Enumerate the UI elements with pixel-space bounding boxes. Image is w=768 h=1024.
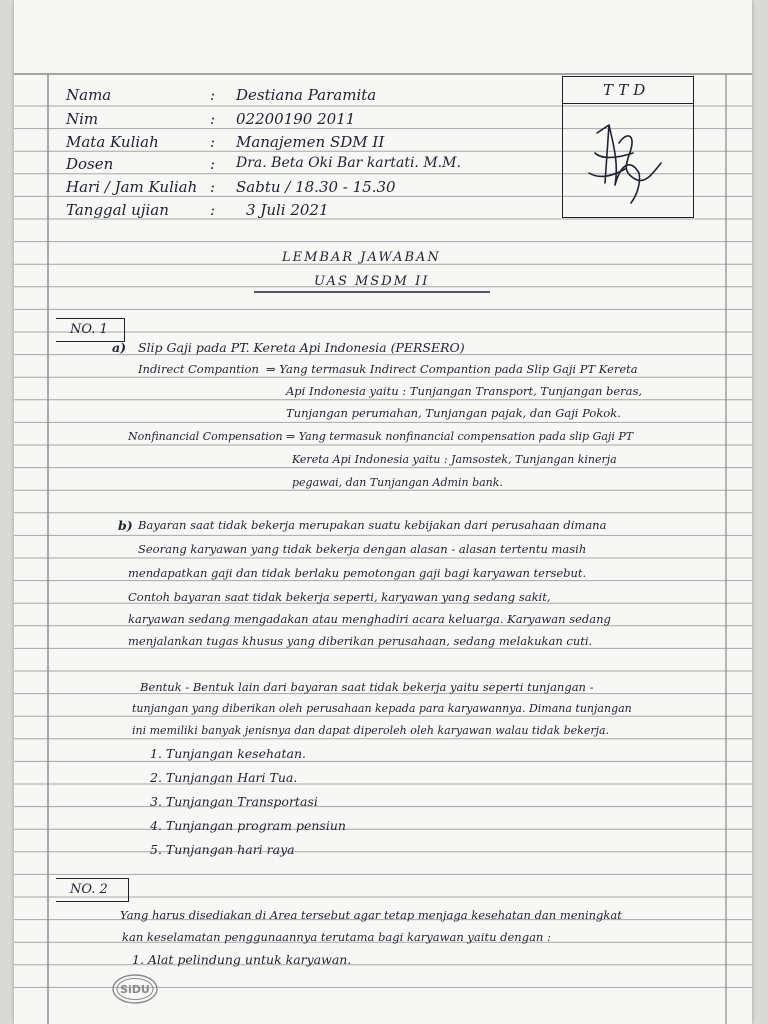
signature-box-divider <box>563 103 693 104</box>
paragraph-b-line: mendapatkan gaji dan tidak berlaku pemotongan gaji bagi karyawan tersebut. <box>128 566 587 580</box>
list-item: 4. Tunjangan program pensiun <box>150 818 346 833</box>
item-a-title: Slip Gaji pada PT. Kereta Api Indonesia (PERSERO) <box>138 340 465 355</box>
value-tanggal: 3 Juli 2021 <box>246 201 329 219</box>
separator: : <box>210 155 216 173</box>
value-nama: Destiana Paramita <box>236 86 377 104</box>
separator: : <box>210 178 216 196</box>
sidu-logo-icon <box>110 972 160 1006</box>
label-nim: Nim <box>66 110 99 128</box>
answer-sheet <box>14 0 752 1024</box>
paragraph-b-line: Seorang karyawan yang tidak bekerja dengan alasan - alasan tertentu masih <box>138 542 587 556</box>
paragraph-b-line: Bayaran saat tidak bekerja merupakan suatu kebijakan dari perusahaan dimana <box>138 518 607 532</box>
separator: : <box>210 133 216 151</box>
nonfin-line: ⇒ Yang termasuk nonfinancial compensation pada slip Gaji PT <box>286 430 634 443</box>
separator: : <box>210 86 216 104</box>
label-mata-kuliah: Mata Kuliah <box>66 133 159 151</box>
list-item: 1. Tunjangan kesehatan. <box>150 746 306 761</box>
label-dosen: Dosen <box>66 155 114 173</box>
title-uas: UAS MSDM II <box>314 274 430 289</box>
question-2-label: NO. 2 <box>70 882 108 897</box>
paragraph-bentuk-line: Bentuk - Bentuk lain dari bayaran saat tidak bekerja yaitu seperti tunjangan - <box>140 680 594 694</box>
list-item: 2. Tunjangan Hari Tua. <box>150 770 298 785</box>
list-item: 5. Tunjangan hari raya <box>150 842 295 857</box>
question-1-label: NO. 1 <box>70 322 108 337</box>
value-mata-kuliah: Manajemen SDM II <box>236 133 385 151</box>
question-2-line: kan keselamatan penggunaannya terutama bagi karyawan yaitu dengan : <box>122 930 551 944</box>
nonfin-label: Nonfinancial Compensation <box>128 430 283 443</box>
handwritten-signature <box>575 113 681 209</box>
nonfin-line: Kereta Api Indonesia yaitu : Jamsostek, Tunjangan kinerja <box>292 453 617 466</box>
title-lembar-jawaban: LEMBAR JAWABAN <box>282 250 441 265</box>
indirect-line: Api Indonesia yaitu : Tunjangan Transport, Tunjangan beras, <box>286 384 643 398</box>
paragraph-b-line: Contoh bayaran saat tidak bekerja seperti, karyawan yang sedang sakit, <box>128 590 551 604</box>
list-item: 3. Tunjangan Transportasi <box>150 794 318 809</box>
separator: : <box>210 110 216 128</box>
label-nama: Nama <box>66 86 112 104</box>
indirect-label: Indirect Compantion <box>138 362 259 376</box>
item-a-marker: a) <box>112 340 127 355</box>
nonfin-line: pegawai, dan Tunjangan Admin bank. <box>292 476 503 489</box>
indirect-line: Tunjangan perumahan, Tunjangan pajak, dan Gaji Pokok. <box>286 406 621 420</box>
item-b-marker: b) <box>118 518 133 533</box>
indirect-line: ⇒ Yang termasuk Indirect Compantion pada Slip Gaji PT Kereta <box>266 362 638 376</box>
paragraph-b-line: karyawan sedang mengadakan atau menghadiri acara keluarga. Karyawan sedang <box>128 612 611 626</box>
label-tanggal: Tanggal ujian <box>66 201 169 219</box>
value-nim: 02200190 2011 <box>236 110 356 128</box>
question-2-line: 1. Alat pelindung untuk karyawan. <box>132 952 352 967</box>
value-dosen: Dra. Beta Oki Bar kartati. M.M. <box>236 155 461 171</box>
question-2-line: Yang harus disediakan di Area tersebut agar tetap menjaga kesehatan dan meningkat <box>120 908 622 922</box>
signature-box <box>562 76 694 218</box>
sidu-logo-text: SiDU <box>120 983 150 996</box>
label-hari-jam: Hari / Jam Kuliah <box>66 178 198 196</box>
paragraph-bentuk-line: ini memiliki banyak jenisnya dan dapat diperoleh oleh karyawan walau tidak bekerja. <box>132 724 610 737</box>
value-hari-jam: Sabtu / 18.30 - 15.30 <box>236 178 396 196</box>
paragraph-bentuk-line: tunjangan yang diberikan oleh perusahaan kepada para karyawannya. Dimana tunjangan <box>132 702 632 715</box>
paragraph-b-line: menjalankan tugas khusus yang diberikan perusahaan, sedang melakukan cuti. <box>128 634 593 648</box>
ttd-label: TTD <box>603 81 651 99</box>
separator: : <box>210 201 216 219</box>
